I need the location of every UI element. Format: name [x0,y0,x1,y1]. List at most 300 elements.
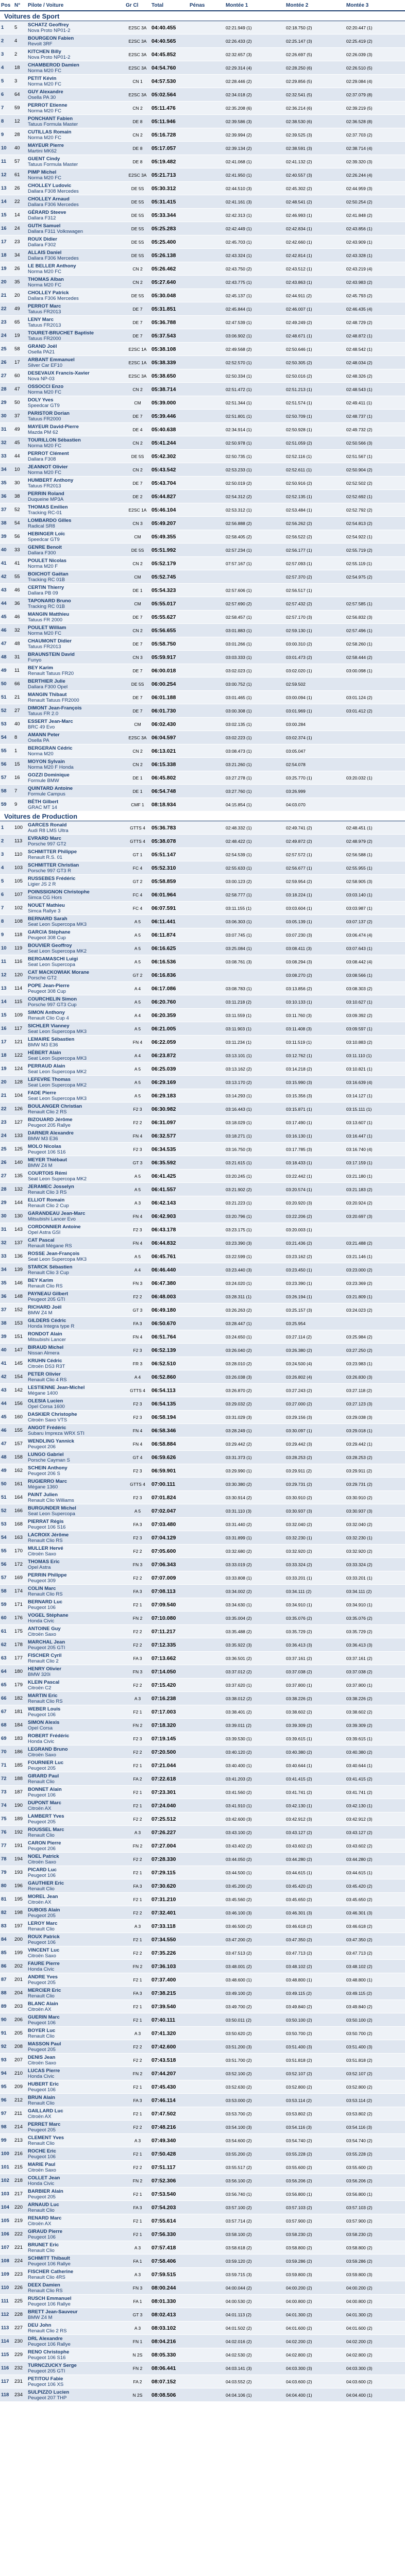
run1-cell: 02:44.510 (3) [225,182,285,195]
number-cell: 216 [13,2147,27,2161]
group-class-cell: A 5 [125,1170,150,1183]
penalty-cell [189,115,225,128]
run1-cell: 02:43.775 (1) [225,276,285,289]
run2-cell: 02:42.834 (1) [285,222,345,235]
group-class-cell: FN 3 [125,1277,150,1290]
penalty-cell [189,48,225,61]
number-cell: 154 [13,1370,27,1384]
run1-cell: 02:28.446 (2) [225,75,285,88]
car-model: Speedcar GT9 [28,402,60,409]
run3-cell: 04:01.300 (2) [345,2308,405,2321]
penalty-cell [189,848,225,861]
table-row [0,848,405,861]
driver-cell [27,1772,125,1786]
total-time-cell: 05:46.104 [150,503,189,517]
driver-name: RUSSEBES Frédéric [28,875,76,882]
penalty-cell [189,329,225,343]
table-row [0,1397,405,1411]
run1-cell: 02:50.334 (1) [225,369,285,383]
driver-name: THOMAS Alban [28,276,64,282]
run2-cell: 03:28.253 (2) [285,1451,345,1464]
car-model: BMW M3 E36 [28,1042,58,1048]
group-class-cell: CN 2 [125,276,150,289]
table-row [0,1317,405,1330]
run2-cell: 04:03.070 [285,798,345,811]
number-cell: 212 [13,2094,27,2107]
penalty-cell [189,902,225,915]
total-time-cell: 07:04.129 [150,1531,189,1545]
run3-cell: 03:40.644 (1) [345,1759,405,1772]
driver-cell [27,2067,125,2080]
run2-cell: 03:20.003 (1) [285,1223,345,1236]
car-model: Citroën Saxo [28,1752,56,1758]
driver-name: MOYON Sylvain [28,758,65,765]
run3-cell: 03:30.937 (3) [345,1504,405,1518]
run1-cell: 02:43.324 (1) [225,249,285,262]
table-row [0,436,405,450]
car-model: Dallara PB 09 [28,590,58,596]
car-model: Renault Clio [28,1832,55,1838]
group-class-cell: FC 4 [125,888,150,902]
penalty-cell [189,1210,225,1223]
position-cell: 5 [0,875,13,888]
car-model: Seat Leon Supercopa [28,961,75,968]
driver-name: GUERIN Marc [28,2014,60,2020]
table-row [0,677,405,691]
total-time-cell: 06:21.005 [150,1022,189,1036]
penalty-cell [189,1786,225,1799]
number-cell: 171 [13,1598,27,1612]
table-row [0,570,405,584]
run3-cell: 03:55.228 (2) [345,2147,405,2161]
total-time-cell: 06:15.338 [150,758,189,771]
position-cell: 106 [0,2228,13,2241]
run3-cell: 03:03.140 (1) [345,888,405,902]
penalty-cell [189,1906,225,1920]
run1-cell: 02:34.018 (2) [225,88,285,101]
table-row [0,1625,405,1638]
run3-cell: 03:44.280 (2) [345,1853,405,1866]
position-cell: 37 [0,503,13,517]
position-cell: 95 [0,2080,13,2094]
number-cell: 151 [13,1330,27,1344]
position-cell: 39 [0,1330,13,1344]
car-model: Opel Corsa 1600 [28,1403,65,1410]
penalty-cell [189,1344,225,1357]
run1-cell: 03:49.700 (2) [225,2000,285,2013]
position-cell: 94 [0,2067,13,2080]
driver-name: ARBANT Emmanuel [28,357,75,363]
car-model: Radical SR8 [28,523,55,529]
number-cell: 191 [13,1839,27,1853]
column-header: Pilote / Voiture [27,0,125,11]
number-cell: 207 [13,2054,27,2067]
driver-name: MAYEUR Pierre [28,142,64,148]
group-class-cell: GT 3 [125,1156,150,1170]
run2-cell: 03:34.111 (2) [285,1585,345,1598]
run1-cell: 03:45.200 (2) [225,1879,285,1893]
driver-cell [27,155,125,168]
penalty-cell [189,704,225,718]
driver-cell [27,249,125,262]
group-class-cell: CN 2 [125,101,150,115]
run3-cell: 03:40.380 (2) [345,1745,405,1759]
position-cell: 10 [0,942,13,955]
driver-cell [27,1679,125,1692]
number-cell: 213 [13,2134,27,2147]
run3-cell: 03:56.800 (1) [345,2188,405,2201]
driver-name: SCHEIN Anthony [28,1465,68,1471]
car-model: GRAC MT 14 [28,804,57,810]
number-cell: 206 [13,2013,27,2027]
driver-name: LACROIX Jérôme [28,1532,69,1538]
group-class-cell: E2SC 1A [125,356,150,369]
run2-cell: 02:50.646 (1) [285,343,345,356]
car-model: Dallara F308 Mercedes [28,188,79,194]
penalty-cell [189,1612,225,1625]
driver-name: BÉTH Gilbert [28,799,59,805]
total-time-cell: 06:52.860 [150,1370,189,1384]
group-class-cell: DE 7 [125,637,150,651]
position-cell: 92 [0,2040,13,2054]
penalty-cell [189,1920,225,1933]
car-model: Tatuus Formula Master [28,161,78,167]
penalty-cell [189,1745,225,1759]
run3-cell: 03:39.615 (1) [345,1732,405,1745]
group-class-cell: E2SC 3A [125,731,150,744]
driver-cell [27,2295,125,2308]
position-cell: 118 [0,2388,13,2402]
run3-cell: 02:48.542 (1) [345,343,405,356]
car-model: Renault Clio 4 RS [28,1377,67,1383]
position-cell: 24 [0,1129,13,1143]
run2-cell: 02:36.214 (6) [285,101,345,115]
penalty-cell [189,316,225,329]
run2-cell: 02:46.993 (1) [285,209,345,222]
table-row [0,1451,405,1464]
group-class-cell: FN 4 [125,1330,150,1344]
penalty-cell [189,1263,225,1277]
run3-cell: 03:45.420 (2) [345,1879,405,1893]
run1-cell: 02:52.570 (1) [225,356,285,369]
header-row [0,0,405,11]
position-cell: 78 [0,1853,13,1866]
group-class-cell: E2SC 1A [125,343,150,356]
total-time-cell: 07:42.600 [150,2040,189,2054]
penalty-cell [189,611,225,624]
driver-cell [27,1049,125,1062]
driver-name: BOUVIER Geoffroy [28,942,72,948]
driver-name: COLIN Marc [28,1585,56,1591]
driver-cell [27,1812,125,1826]
position-cell: 7 [0,902,13,915]
run1-cell: 03:26.038 (3) [225,1370,285,1384]
run1-cell: 02:41.161 (3) [225,195,285,209]
run2-cell: 03:33.324 (2) [285,1558,345,1571]
total-time-cell: 06:45.802 [150,771,189,785]
driver-name: COURCHELIN Simon [28,996,77,1002]
run1-cell: 02:53.312 (1) [225,503,285,517]
group-class-cell: F2 1 [125,1786,150,1799]
driver-cell [27,2321,125,2335]
driver-name: GUENT Cindy [28,156,60,162]
total-time-cell: 06:01.964 [150,888,189,902]
car-model: Peugeot 205 Rallye [28,1122,71,1128]
number-cell: 30 [13,477,27,490]
penalty-cell [189,2013,225,2027]
group-class-cell: FA 3 [125,1317,150,1330]
table-row [0,1049,405,1062]
run2-cell: 03:49.115 (2) [285,1987,345,2000]
car-model: Peugeot 308 Cup [28,988,66,994]
driver-cell [27,1263,125,1277]
run1-cell: 04:02.530 (2) [225,2348,285,2362]
run1-cell: 03:35.004 (2) [225,1612,285,1625]
group-class-cell: A 5 [125,1183,150,1196]
car-model: Porsche GT2 [28,975,57,981]
table-row [0,477,405,490]
group-class-cell: F2 2 [125,1545,150,1558]
run2-cell: 04:01.300 (2) [285,2308,345,2321]
driver-name: GARCIA Stéphane [28,929,71,935]
run1-cell: 02:26.433 (2) [225,35,285,48]
number-cell: 113 [13,835,27,848]
table-row [0,1116,405,1129]
run2-cell: 04:00.800 (2) [285,2295,345,2308]
run2-cell: 02:57.093 (1) [285,557,345,570]
car-model: Peugeot 106 S16 [28,2354,66,2361]
table-row [0,262,405,276]
driver-cell [27,624,125,637]
penalty-cell [189,101,225,115]
total-time-cell: 06:52.139 [150,1344,189,1357]
total-time-cell: 07:18.320 [150,1719,189,1732]
table-row [0,1022,405,1036]
run3-cell [345,798,405,811]
driver-cell [27,2054,125,2067]
penalty-cell [189,821,225,835]
table-row [0,1384,405,1397]
total-time-cell: 07:21.044 [150,1759,189,1772]
total-time-cell: 06:51.764 [150,1330,189,1344]
position-cell: 46 [0,624,13,637]
total-time-cell: 07:38.215 [150,1987,189,2000]
run1-cell: 02:50.978 (1) [225,436,285,450]
driver-cell [27,21,125,35]
driver-cell [27,1719,125,1732]
driver-cell [27,1585,125,1598]
group-class-cell: A 5 [125,955,150,969]
run2-cell: 03:00.284 [285,718,345,731]
table-row [0,1156,405,1170]
driver-name: DRL Alexandre [28,2335,63,2342]
position-cell: 103 [0,2188,13,2201]
driver-cell [27,75,125,88]
run1-cell: 03:01.465 (1) [225,691,285,704]
driver-name: MEYER Thiébaut [28,1157,68,1163]
run3-cell: 03:03.987 (1) [345,902,405,915]
run1-cell: 03:57.714 (2) [225,2214,285,2228]
run2-cell: 03:54.116 (3) [285,2121,345,2134]
table-row [0,2121,405,2134]
group-class-cell: FN 2 [125,1960,150,1973]
car-model: Peugeot 106 [28,1872,56,1878]
total-time-cell: 06:00.018 [150,664,189,677]
run1-cell: 03:21.902 (2) [225,1183,285,1196]
total-time-cell: 06:35.592 [150,1156,189,1170]
number-cell: 17 [13,356,27,369]
driver-name: FAURE Pierre [28,1960,60,1967]
number-cell: 114 [13,982,27,995]
number-cell: 155 [13,1424,27,1437]
total-time-cell: 05:16.728 [150,128,189,142]
car-model: Honda Integra type R [28,1323,75,1329]
table-row [0,2067,405,2080]
driver-name: TOURET-BRUCHET Baptiste [28,330,94,336]
table-row [0,557,405,570]
driver-name: OSSOCCI Enzo [28,383,64,389]
driver-name: MULLER Hervé [28,1545,63,1551]
number-cell: 108 [13,915,27,928]
run3-cell: 03:42.130 (1) [345,1799,405,1812]
run3-cell: 02:48.326 (2) [345,369,405,383]
driver-cell [27,450,125,463]
group-class-cell: CM [125,530,150,544]
total-time-cell: 05:11.946 [150,115,189,128]
table-row [0,1129,405,1143]
group-class-cell: DE 2 [125,490,150,503]
penalty-cell [189,2080,225,2094]
total-time-cell: 07:14.050 [150,1665,189,1679]
car-model: Renault Clio [28,1778,55,1785]
number-cell: 234 [13,2388,27,2402]
run3-cell: 02:20.447 (1) [345,21,405,35]
run2-cell: 02:50.709 (1) [285,410,345,423]
run2-cell: 03:13.856 (2) [285,982,345,995]
position-cell: 41 [0,557,13,570]
run2-cell: 02:49.741 (2) [285,821,345,835]
number-cell: 136 [13,1250,27,1263]
penalty-cell [189,369,225,383]
position-cell: 81 [0,1893,13,1906]
number-cell: 26 [13,182,27,195]
penalty-cell [189,664,225,677]
group-class-cell: F2 2 [125,1812,150,1826]
run1-cell: 03:11.155 (1) [225,902,285,915]
driver-cell [27,915,125,928]
group-class-cell: A 5 [125,915,150,928]
driver-name: MANGIN Matthieu [28,611,70,617]
total-time-cell: 07:19.145 [150,1732,189,1745]
group-class-cell: F2 1 [125,1799,150,1812]
run1-cell: 03:02.135 (1) [225,718,285,731]
column-header: Montée 1 [225,0,285,11]
driver-name: GUTH Samuel [28,223,61,229]
total-time-cell: 07:48.216 [150,2121,189,2134]
position-cell: 116 [0,2362,13,2375]
position-cell: 113 [0,2321,13,2335]
penalty-cell [189,2121,225,2134]
total-time-cell: 06:41.425 [150,1170,189,1183]
car-model: Renault Clio RS [28,1698,63,1704]
driver-cell [27,557,125,570]
run3-cell: 02:43.856 (1) [345,222,405,235]
table-row [0,1960,405,1973]
group-class-cell: DE 7 [125,664,150,677]
table-row [0,329,405,343]
penalty-cell [189,1397,225,1411]
group-class-cell: FA 1 [125,2255,150,2268]
car-model: Osella PA [28,737,49,743]
driver-cell [27,2255,125,2268]
driver-cell [27,1089,125,1103]
group-class-cell: DE 5S [125,450,150,463]
car-model: Renault Clio 2 Cup [28,1202,69,1209]
position-cell: 15 [0,1009,13,1022]
driver-name: TAPONARD Bruno [28,598,71,604]
total-time-cell: 05:41.244 [150,436,189,450]
driver-name: CHAUMONT Didier [28,638,72,644]
car-model: Formule BMW [28,777,59,784]
driver-cell [27,1987,125,2000]
group-class-cell: A 3 [125,2134,150,2147]
car-model: Peugeot 205 GTI [28,1296,65,1302]
position-cell: 82 [0,1906,13,1920]
table-row [0,463,405,477]
number-cell: 27 [13,704,27,718]
position-cell: 44 [0,1397,13,1411]
run2-cell: 02:32.541 (5) [285,88,345,101]
position-cell: 35 [0,1277,13,1290]
table-row [0,1946,405,1960]
penalty-cell [189,1370,225,1384]
run3-cell: 03:51.818 (2) [345,2054,405,2067]
table-row [0,1263,405,1277]
driver-name: DUPONT Marc [28,1800,61,1806]
driver-cell [27,785,125,798]
number-cell: 44 [13,450,27,463]
run1-cell: 02:41.068 (1) [225,155,285,168]
run2-cell: 02:25.147 (3) [285,35,345,48]
driver-cell [27,691,125,704]
section-title: Voitures de Sport [0,11,405,21]
run1-cell: 03:58.618 (2) [225,2241,285,2255]
penalty-cell [189,1652,225,1665]
penalty-cell [189,1853,225,1866]
driver-name: LEROY Marc [28,1920,58,1926]
driver-name: WENDLING Yannick [28,1438,75,1444]
run3-cell: 03:07.137 (2) [345,915,405,928]
run1-cell: 03:02.223 (1) [225,731,285,744]
driver-name: POPE Jean-Pierre [28,982,70,989]
driver-name: VOGEL Stéphane [28,1612,69,1618]
number-cell: 199 [13,1946,27,1960]
penalty-cell [189,235,225,249]
run2-cell: 03:11.408 (3) [285,1022,345,1036]
run3-cell: 03:32.230 (1) [345,1531,405,1545]
total-time-cell: 05:36.788 [150,316,189,329]
run1-cell: 02:29.314 (4) [225,61,285,75]
penalty-cell [189,1317,225,1330]
run3-cell: 03:36.413 (3) [345,1638,405,1652]
driver-name: CERTIN Thierry [28,584,64,590]
run2-cell: 02:40.557 (3) [285,168,345,182]
group-class-cell: CN 2 [125,128,150,142]
position-cell: 56 [0,758,13,771]
driver-name: PIMP Michel [28,169,57,175]
position-cell: 111 [0,2295,13,2308]
group-class-cell: CM [125,570,150,584]
